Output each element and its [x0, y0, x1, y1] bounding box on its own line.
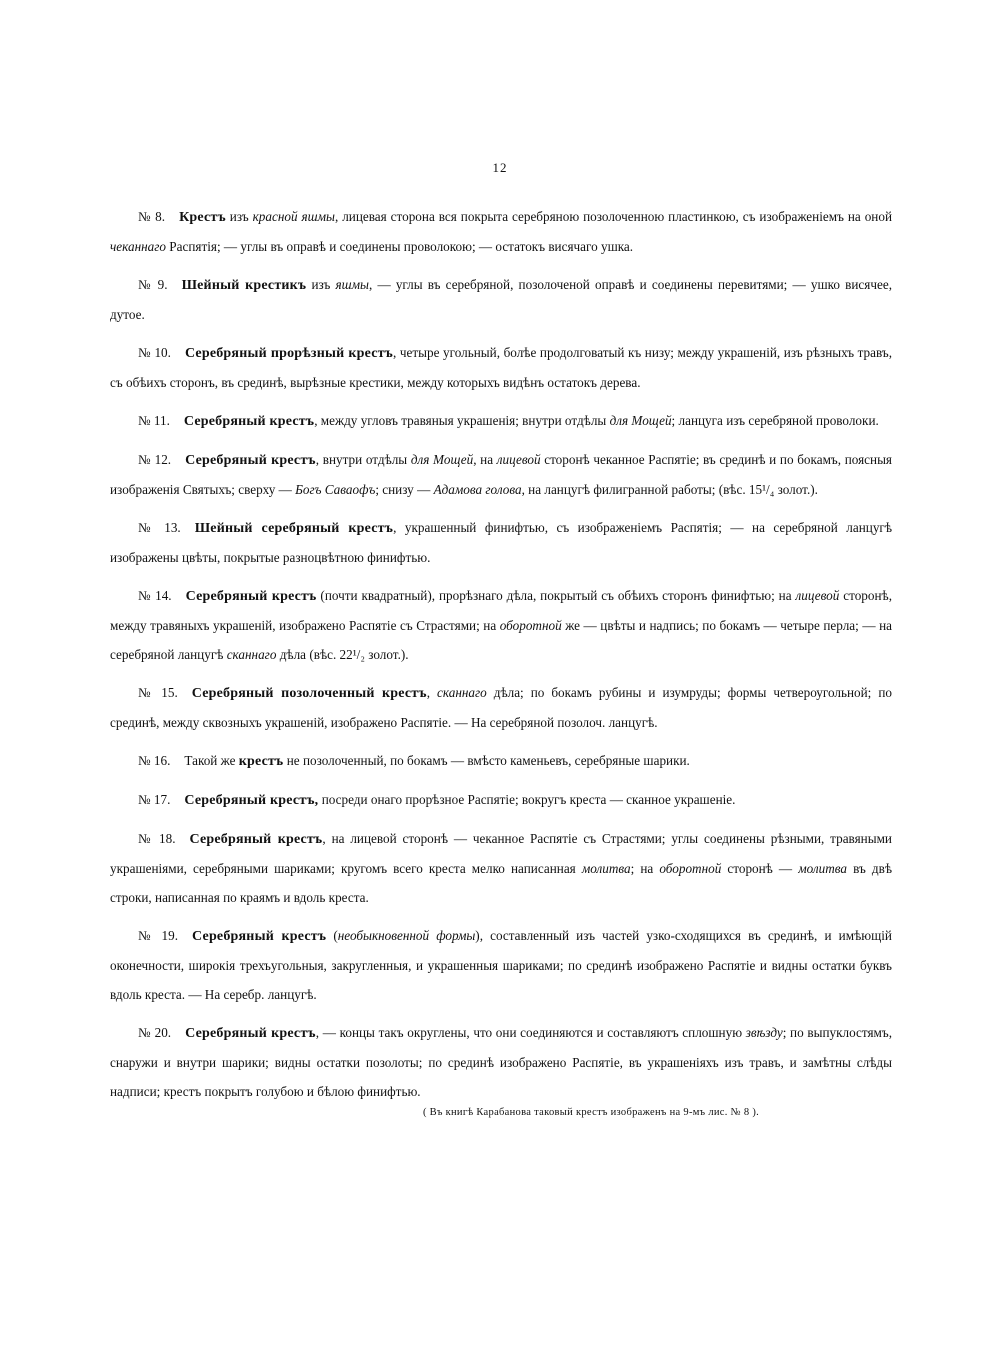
entry-heading: Серебряный позолоченный крестъ — [191, 686, 427, 701]
entry-heading: Серебряный крестъ — [185, 453, 316, 468]
entry-heading: Серебряный крестъ — [189, 832, 323, 847]
entry-number: № 9. — [138, 277, 168, 292]
catalog-entry — [110, 270, 892, 329]
entry-heading: Шейный крестикъ — [181, 278, 307, 293]
entry-number: № 8. — [138, 209, 166, 224]
entry-text: Распятiя; — углы въ оправѣ и соединены проволокою; — остатокъ висячаго ушка. — [166, 239, 634, 254]
catalog-entry — [110, 1018, 892, 1106]
entry-heading: Шейный серебряный крестъ — [194, 521, 394, 536]
entry-list — [110, 202, 892, 1106]
entry-number: № 17. — [138, 792, 171, 807]
entry-text: , — концы такъ округлены, что они соединяются и составляютъ сплошную — [315, 1025, 746, 1040]
entry-number: № 15. — [138, 685, 178, 700]
entry-number: № 10. — [138, 345, 171, 360]
entry-emphasis: сканнаго — [437, 685, 487, 700]
entry-text: дѣла; по бокамъ рубины и изумруды; формы четвероугольной; по срединѣ, между сквозныхъ украшенiй, изображено Распятiе. — На серебряной позолоч. ланцугѣ. — [110, 685, 892, 730]
entry-text: , украшенный финифтью, съ изображенiемъ Распятiя; — на серебряной ланцугѣ изображены цвѣты, покрытые разноцвѣтною финифтью. — [110, 520, 892, 565]
entry-text: дѣла (вѣс. 22¹/₂ золот.). — [276, 647, 409, 662]
entry-text: сторонѣ — — [721, 861, 799, 876]
entry-text: изъ — [225, 209, 253, 224]
entry-text: Такой же — [184, 753, 239, 768]
entry-number: № 11. — [138, 413, 170, 428]
catalog-entry — [110, 338, 892, 397]
entry-number: № 12. — [138, 452, 172, 467]
entry-heading: Серебряный прорѣзный крестъ — [184, 346, 394, 361]
entry-text: , — углы въ серебряной, позолоченой оправѣ и соединены перевитями; — ушко висячее, дутое. — [110, 277, 892, 322]
entry-text: ; ланцуга изъ серебряной проволоки. — [671, 413, 879, 428]
entry-number: № 16. — [138, 753, 171, 768]
entry-text: (почти квадратный), прорѣзнаго дѣла, покрытый съ обѣихъ сторонъ финифтью; на — [316, 588, 796, 603]
entry-text: , внутри отдѣлы — [315, 452, 411, 467]
entry-emphasis: лицевой — [795, 588, 840, 603]
catalog-entry — [110, 678, 892, 737]
entry-text: ; по выпуклостямъ, снаружи и внутри шарики; видны остатки позолоты; по срединѣ изображено Распятiе, въ украшенiяхъ изъ травъ, и замѣтны слѣды надписи; крестъ покрытъ голубою и бѣлою финифтью. — [110, 1025, 892, 1099]
catalog-entry — [110, 746, 892, 776]
entry-text: же — цвѣты и надпись; по бокамъ — четыре перла; — на серебряной ланцугѣ — [110, 618, 892, 662]
entry-emphasis: красной яшмы — [252, 209, 335, 224]
entry-heading: Серебряный крестъ, — [184, 793, 319, 808]
entry-emphasis: молитва — [798, 861, 847, 876]
catalog-entry — [110, 921, 892, 1009]
catalog-entry — [110, 202, 892, 261]
entry-text: изъ — [306, 277, 336, 292]
entry-text: ), составленный изъ частей узко-сходящихся въ срединѣ, и имѣющiй оконечности, широкiя трехъугольныя, закругленныя, и украшенныя шариками; по срединѣ изображено Распятiе и видны остатки буквъ вдоль креста. — На серебр. ланцугѣ. — [110, 928, 892, 1002]
entry-emphasis: молитва — [581, 861, 631, 876]
entry-emphasis: для Мощей — [609, 413, 672, 428]
entry-heading: Серебряный крестъ — [185, 1026, 316, 1041]
entry-text: сторонѣ чеканное Распятiе; въ срединѣ и по бокамъ, поясныя изображенiя Святыхъ; сверху — — [110, 452, 892, 497]
catalog-entry — [110, 513, 892, 572]
entry-text: ( — [326, 928, 338, 943]
entry-number: № 19. — [138, 928, 179, 943]
entry-text: , — [426, 685, 438, 700]
entry-emphasis: лицевой — [496, 452, 541, 467]
entry-emphasis: необыкновенной формы — [337, 928, 476, 943]
entry-text: , четыре угольный, болѣе продолговатый къ низу; между украшенiй, изъ рѣзныхъ травъ, съ обѣихъ сторонъ, въ срединѣ, вырѣзные крестики, между которыхъ видѣнъ остатокъ дерева. — [110, 345, 892, 390]
entry-heading: Серебряный крестъ — [183, 414, 315, 429]
entry-heading: Крестъ — [179, 210, 226, 225]
entry-text: посреди онаго прорѣзное Распятiе; вокругъ креста — сканное украшенiе. — [318, 792, 736, 807]
entry-text: , на — [473, 452, 497, 467]
entry-emphasis: оборотной — [499, 618, 562, 633]
entry-emphasis: звѣзду — [745, 1025, 783, 1040]
entry-text: ; на — [630, 861, 660, 876]
entry-heading: Серебряный крестъ — [185, 589, 317, 604]
entry-emphasis: Адамова голова — [433, 482, 522, 497]
entry-emphasis: сканнаго — [226, 647, 277, 662]
catalog-entry — [110, 785, 892, 815]
catalog-entry — [110, 406, 892, 436]
entry-emphasis: Богъ Саваофъ — [295, 482, 376, 497]
footnote: ( Въ книгѣ Карабанова таковый крестъ изображенъ на 9-мъ лис. № 8 ). — [422, 1107, 760, 1118]
entry-text: , между угловъ травяныя украшенiя; внутри отдѣлы — [314, 413, 610, 428]
page-number: 12 — [492, 160, 508, 175]
catalog-entry — [110, 445, 892, 504]
entry-emphasis: оборотной — [659, 861, 722, 876]
catalog-entry — [110, 581, 892, 669]
entry-text: ; снизу — — [375, 482, 434, 497]
entry-text: , на ланцугѣ филигранной работы; (вѣс. 15¹/₄ золот.). — [521, 482, 818, 497]
entry-text: не позолоченный, по бокамъ — вмѣсто каменьевъ, серебряные шарики. — [283, 753, 690, 768]
entry-text: сторонѣ, между травяныхъ украшенiй, изображено Распятiе съ Страстями; на — [110, 588, 892, 633]
entry-text: въ двѣ строки, написанная по краямъ и вдоль креста. — [110, 861, 892, 905]
entry-heading: крестъ — [238, 754, 284, 769]
document-body — [110, 202, 892, 1118]
entry-heading: Серебряный крестъ — [192, 929, 327, 944]
catalog-entry — [110, 824, 892, 912]
entry-text: , лицевая сторона вся покрыта серебряною позолоченною пластинкою, съ изображенiемъ на оной — [334, 209, 892, 224]
entry-number: № 13. — [138, 520, 181, 535]
entry-text: , на лицевой сторонѣ — чеканное Распятiе съ Страстями; углы соединены рѣзными, травяными украшенiями, серебряными шариками; кругомъ всего креста мелко написанная — [110, 831, 892, 876]
entry-number: № 18. — [138, 831, 176, 846]
entry-emphasis: чеканнаго — [110, 239, 166, 254]
entry-emphasis: яшмы — [335, 277, 369, 292]
entry-emphasis: для Мощей — [410, 452, 474, 467]
entry-number: № 20. — [138, 1025, 172, 1040]
entry-number: № 14. — [138, 588, 172, 603]
